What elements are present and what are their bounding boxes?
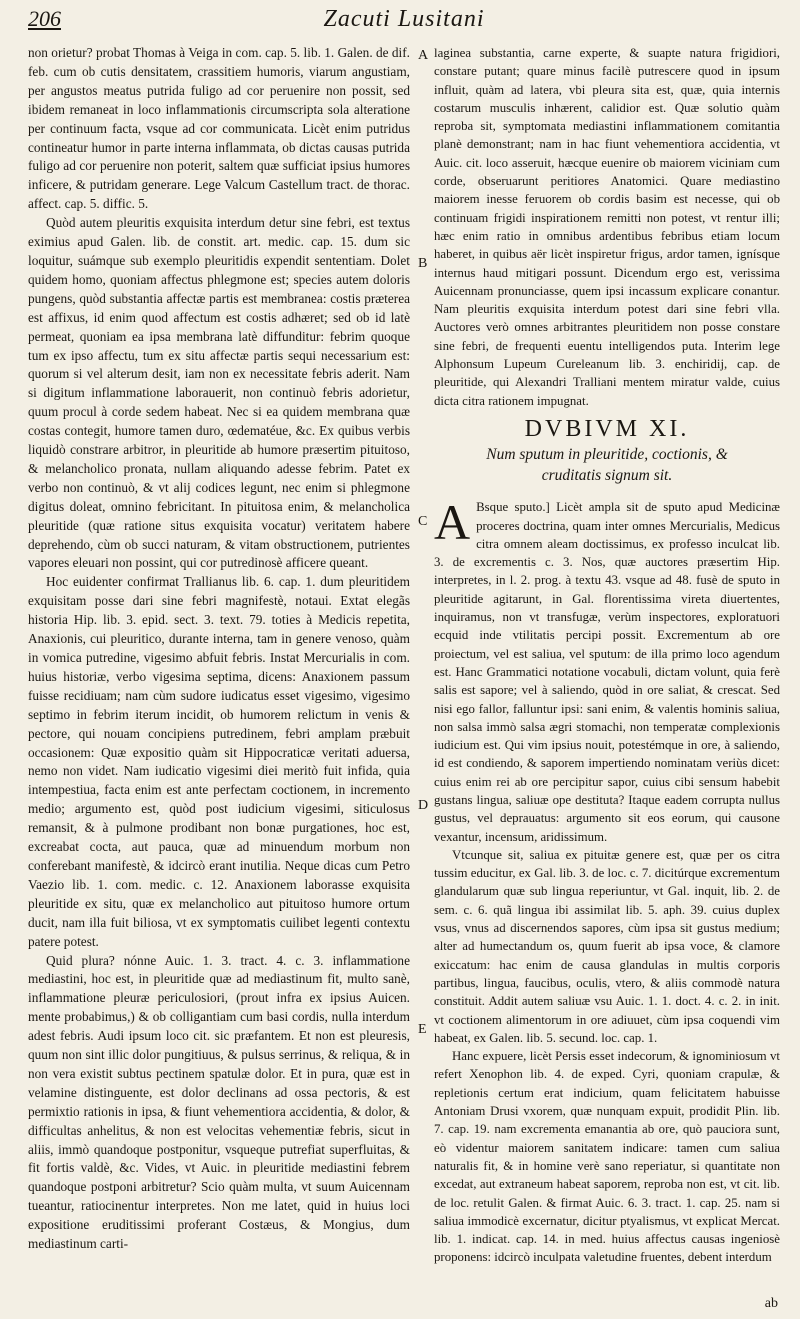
question-line: Num sputum in pleuritide, coctionis, &: [486, 446, 728, 464]
page-number: 206: [28, 6, 61, 31]
paragraph: Hanc expuere, licèt Persis esset indecorum, & ignominiosum vt refert Xenophon lib. 4. de exped. Cyri, quoniam crapulæ, & repletionis certum erat indicium, quam felicitatem habuisse Antoniam Drusi vxorem, quæ nunquam expuit, prodidit Plin. lib. 7. cap. 19. nam excrementa emanantia ab ore, quò pauciora sunt, eò videntur maiorem sanitatem indicare: tamen cum saliua naturalis fit, & in homine verè sano reperiatur, si quantitate non excedat, aut extraneum habeat saporem, reproba non est, vt cit. lib. de loc. retulit Galen. & firmat Auic. 6. 3. tract. 1. cap. 25. nam si saliua immodicè excernatur, dicitur ptyalismus, vt explicat Mercat. lib. 1. indicat. cap. 14. in med. huius affectus causas ingeniosè proponens: idcircò inculpata valetudine fruentes, debent interdum: [434, 1049, 780, 1265]
paragraph: Quid plura? nónne Auic. 1. 3. tract. 4. c. 3. inflammatione mediastini, hoc est, in pleuritide quæ ad mediastinum fit, multo sanè, inflammatione pleuræ periculosiori, (prout infra ex ipsius Auicen. mente probabimus,) & ob colligantiam cum basi cordis, nulla interdum adest febris. Audi ipsum loco cit. sic præfantem. Et non est pleuresis, quum non sint illic dolor pungitiuus, & pulsus serrinus, & reliqua, & in non vera existit subtus pectinem spatulæ dolor. Et in pura, quæ est in velamine distinguente, est dolor declinans ad ossa pectoris, & est permixtio rationis in ipsa, & fiunt vehementiora accidentia, & dolor, & difficultas anhelitus, & non est velocitas vehementiæ febris, sicut in aliis, immò quandoque postponitur, vsqueque putrefiat superfluitas, & fit fortis valdè, &c. Vides, vt Auic. in pleuritide mediastini febrem quandoque postponi arbitretur? Scio quàm multa, vt suum Auicennam tueantur, ratiocinentur interpretes. Non me latet, quid in huius loci expositione eruditissimi proferant Costæus, & Mongius, dum mediastinum carti-: [28, 952, 410, 1252]
margin-letter: D: [418, 798, 429, 813]
paragraph: non orietur? probat Thomas à Veiga in com. cap. 5. lib. 1. Galen. de dif. feb. cum ob cutis densitatem, crassitiem humoris, viarum angustiam, per angustos meatus putrida fuligo ad cor peruenire non possit, sed ibidem remaneat in loco inflammationis circumscripta sola alteratione per continuum facta, vsque ad cor communicata. Licèt enim putridus contineatur humor in parte interna inflammata, ob dictas causas putrida fuligo ad cor peruenire non poterit, saltem quæ sufficiat ipsius humores inficere, & putridam generare. Lege Valcum Castellum tract. de thorac. affect. cap. 5. diffic. 5.: [28, 45, 410, 212]
running-title: Zacuti Lusitani: [323, 6, 485, 32]
catchword: ab: [764, 1296, 778, 1311]
paragraph: Quòd autem pleuritis exquisita interdum detur sine febri, est textus eximius apud Galen. lib. de constit. art. medic. cap. 15. dum sic loquitur, suámque sub exemplo pleuritidis expendit sententiam. Dolet quidem homo, quoniam affectus phlegmone est; species autem doloris pungens, quòd substantia affectæ partis est membranea: costis præterea est affixus, id enim quod affectum est costis adhæret; sed ob id latè permeat, quoniam ea ipsa membrana latè diffunditur: febrim quoque tum ex ipso affectu, tum ex situ affectæ partis sequi necessarium est: quorum si vel alterum desit, iam non ex necessitate febris aderit. Nam si digitum inflammatione laborauerit, non continuò febris adorietur, quum procul à corde sedem habeat. Nec si ea quidem membrana quæ costas contegit, humore tamen duro, œdematéue, &c. Ex quibus verbis liquidò constrare arbitror, in pleuritide ab humore præsertim pituitoso, & melancholico pronata, nullam aliquando adesse febrim. Patet ex verbo non continuò, & vt alij codices legunt, nec enim si phlegmone digitus doleat, omnino febricitant. In pituitosa enim, & melancholica pleuritide (quæ ratione situs exquisita vocatur) veritatem habere deprehendo, cùm ob succi naturam, & vitam obstructionem, putrientes vapores eleuari non possint, qui cor putredinosè afficere queant.: [28, 215, 410, 571]
paragraph: Vtcunque sit, saliua ex pituitæ genere est, quæ per os citra tussim educitur, ex Gal. lib. 3. de loc. c. 7. dicitúrque excrementum glandularum quæ sub lingua reperiuntur, vt Gal. inquit, lib. 2. de sem. c. 6. quã lingua ibi assimilat lib. 5. aph. 39. cuius duplex vsus, vnus ad discernendos sapores, cùm ipsa sit gustus medium; alter ad humectandum os, quum fuerit ab ipsa voce, & clamore exiccatum: hac enim de causa glandulas in multis corporis partibus, lingua, faucibus, oculis, vtero, & aliis commodè natura constituit. Addit autem saliuæ vsu Auic. 1. 1. doct. 4. c. 2. in init. vt coctionem alimentorum in ore adiuuet, cùm ipsa coquendi vim habeat, ex Galen. lib. 5. secund. loc. cap. 1.: [434, 847, 780, 1045]
question-line: cruditatis signum sit.: [541, 467, 673, 485]
page-header: [28, 6, 780, 42]
paragraph: Hoc euidenter confirmat Trallianus lib. 6. cap. 1. dum pleuritidem exquisitam posse dari sine febri magnifestè, notaui. Extat elegãs historia Hip. lib. 3. epid. sect. 3. text. 79. toties à Medicis repetita, Anaxionis, cui pleuritico, durante interna, tam in genere venoso, quàm in vomica putredine, vigesimo abfuit febris. Instat Mercurialis in com. huius historiæ, verbo vigesima septima, dicens: Anaxionem passum fuisse recidiuam; nam cùm sudore iudicatus esset vigesimo, vigesimo septimo in febrim iterum incidit, ob humorem relictum in venis & pectore, qui nouam concipiens putredinem, febri amplam præbuit occasionem: Quæ expositio quàm sit Hippocraticæ veritati aduersa, nemo non videt. Nam iudicatio vigesimi diei meritò fuit infida, quia intempestiua, facta enim est ante perfectam coctionem, in incremento medio; argumento est, quòd post iudicium vigesimi, siticulosus remansit, & à pulmone prodibant non bonæ purgationes, hoc est, excreabat cocta, aut pauca, quæ ad minuendum morbum non conferebant manifestè, & idcircò erant inutilia. Neque dicas cum Petro Vaezio lib. 1. com. medic. c. 12. Anaxionem laborasse exquisita pleuritide ex situ, quæ ex melancholico aut pituitoso humore ortum ducit, nam illa fuit biliosa, vt ex symptomatis cuilibet legenti contextu patere potest.: [28, 574, 410, 949]
margin-letter: A: [418, 48, 429, 63]
paragraph: laginea substantia, carne experte, & suapte natura frigidiori, constare putant; quare minus facilè putrescere quod in ipsum influit, quàm ad latera, vbi pleura sita est, quæ, quia internis costarum musculis inhærent, calidior est. Quæ solutio quàm reproba sit, symptomata mediastini inflammationem comitantia planè demonstrant; nam in hac fiunt vehementiora accidentia, vt Auic. cit. loco asseruit, hæcque euenire ob maiorem viciniam cum corde, obseruarunt peritiores Anatomici. Quare mediastino maiorem inesse feruorem ob cordis basim est necesse, qui ob continuam frigidi inspirationem remitti non potest, vt rentur illi; hæc enim ratio in omnibus ardentibus febribus etiam locum haberet, in quibus aër licèt inspiretur frigus, ardor tamen, ignísque internus haud mitigari possunt. Dicendum ergo est, verissima Auicennam pronunciasse, quem ipsi incassum explicare conantur. Nam pleuritis exquisita interdum potest dari sine febri vlla. Auctores verò omnes arbitrantes pleuritidem non posse constare sine febri, de frequenti euentu intelligendos puta. Interim lege Alphonsum Lupeum Cureleanum lib. 3. enchiridij, cap. de pleuritide, qui Alexandri Tralliani mentem miratur valde, cuius dicta citra rationem impugnat.: [434, 46, 780, 408]
left-column: [28, 44, 410, 1254]
paragraph: [434, 494, 780, 846]
margin-letter: B: [418, 256, 428, 271]
drop-cap: A: [434, 494, 471, 551]
margin-letter: E: [418, 1022, 427, 1037]
paragraph-text: Bsque sputo.] Licèt ampla sit de sputo apud Medicinæ proceres doctrina, quam inter omnes Mercurialis, Medicus citra omnem aleam doctissimus, ex professo inculcat lib. 3. de excrementis c. 3. Nos, quæ auctores præsertim Hip. interpretes, in l. 2. prog. à textu 43. vsque ad 48. fusè de sputo in pleuritide agitarunt, in Gal. florentissima vireta diuertentes, inquiramus, non vt transfugæ, verùm inspectores, exploratuori ecquid inde vtilitatis percipi possit. Excrementum ab ore proiectum, vel est saliua, vel sputum: de illa primo loco agendum est. Hanc Grammatici notatione vocabuli, dictam volunt, quia ferè salis est sapore; vel à saliendo, quòd in ore saliat, & crescat. Sed nisi ego fallor, falluntur ipsi: sani enim, & valentis hominis saliua, non salsa immò salsa ægri stomachi, non temperatæ complexionis iudicium est. Qui vim ipsius nouit, potestémque in ore, à saliendo, id est condiendo, & saporem impertiendo nominatam veriùs dicet: cuius enim rei ab ore percipitur sapor, cuius cibi sensum habebit gustans lingua, saliuæ ope destituta? Itaque eadem corrupta nullus gustus, vel deprauatus: argumento sit eos eorum, qui causone vexantur, incensum, aridissimum.: [434, 500, 780, 844]
right-column: [434, 44, 780, 1267]
section-heading: DVBIVM XI.: [524, 415, 690, 442]
section-question: [434, 444, 780, 486]
margin-letter: C: [418, 514, 428, 529]
